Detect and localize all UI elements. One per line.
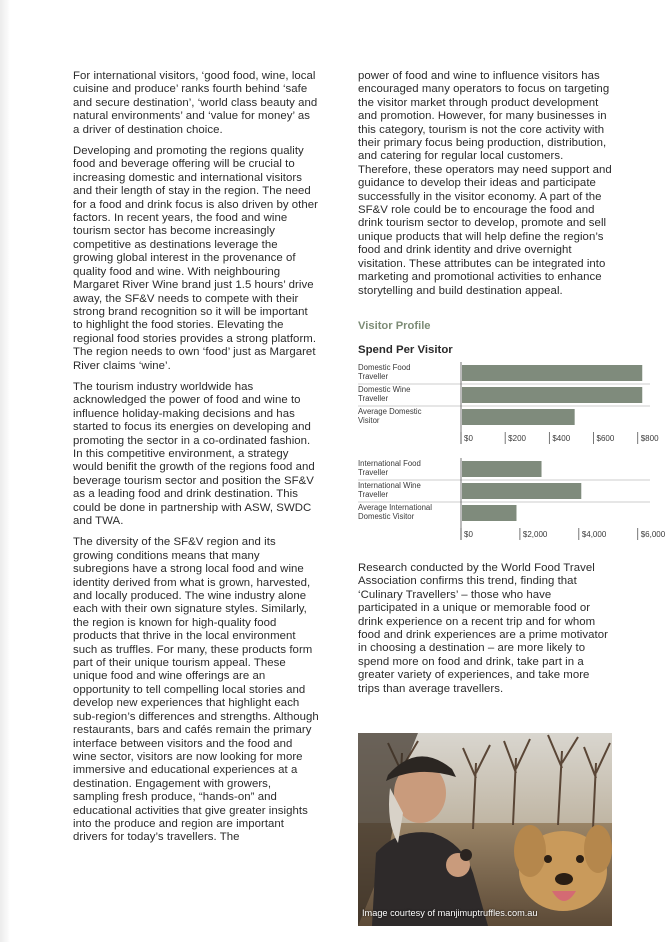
x-tick-label: $4,000 (581, 529, 607, 539)
x-tick-label: $600 (596, 433, 615, 443)
category-label: Domestic Food Traveller (358, 362, 411, 381)
x-tick-label: $2,000 (522, 529, 548, 539)
body-paragraph: power of food and wine to influence visitors has encouraged many operators to focus on targeting the visitor market through product development and promotion. However, for many businesses in this category, tourism is not the core activity with their primary focus being production, distribution, and catering for regular local customers. Therefore, these operators may need support and guidance to develop their ideas and participate successfully in the visitor economy. A part of the SF&V role could be to encourage the food and drink tourism sector to develop, promote and sell unique products that will help define the region’s food and drink identity and drive overnight visitation. These attributes can be integrated into marketing and promotional activities to enhance storytelling and build destination appeal. (358, 70, 612, 297)
photo-caption: Image courtesy of manjimuptruffles.com.au (362, 908, 538, 918)
category-label: International Food Traveller (358, 458, 421, 477)
body-paragraph: The diversity of the SF&V region and its growing conditions means that many subregions have a strong local food and wine identity derived from what is grown, harvested, and locally produced. The wine industry alone each with their own signature styles. Similarly, the region is known for high-quality food products that thrive in the local environment such as truffles. For many, these products form part of their unique tourism appeal. These unique food and wine offerings are an opportunity to tell compelling local stories and develop new experiences that highlight each sub-region’s differences and strengths. Although restaurants, bars and cafés remain the primary interface between visitors and the food and wine sector, visitors are now looking for more immersive and educational experiences at a destination. Engagement with growers, sampling fresh produce, “hands-on” and educational activities that give greater insights into the produce and region are important drivers for today’s travellers. The (73, 536, 319, 844)
x-tick-label: $200 (508, 433, 526, 443)
page-edge-shadow (0, 0, 10, 942)
x-tick-label: $6,000 (640, 529, 666, 539)
bar (462, 365, 642, 381)
body-paragraph: For international visitors, ‘good food, wine, local cuisine and produce’ ranks fourth behind ‘safe and secure destination’, ‘world class beauty and natural environments’ and ‘value for money’ as a driver of destination choice. (73, 70, 318, 136)
category-label: Average Domestic Visitor (358, 406, 422, 425)
bar (462, 483, 581, 499)
international-spend-chart-svg (358, 456, 666, 542)
bar (462, 387, 642, 403)
category-label: Domestic Wine Traveller (358, 384, 411, 403)
right-column (358, 70, 666, 704)
bar (462, 461, 542, 477)
body-paragraph: The tourism industry worldwide has acknowledged the power of food and wine to influence holiday-making decisions and has started to focus its energies on developing and promoting the sector in a co-ordinated fashion. In this competitive environment, a strategy would benifit the growth of the regions food and beverage tourism sector and position the SF&V as a leading food and drink destination. This could be done in partnership with ASW, SWDC and TWA. (73, 380, 315, 527)
x-tick-label: $800 (640, 433, 659, 443)
x-tick-label: $0 (464, 433, 473, 443)
international-spend-chart (358, 456, 666, 542)
x-tick-label: $400 (552, 433, 571, 443)
body-paragraph: Developing and promoting the regions quality food and beverage offering will be crucial to increasing domestic and international visitors and their length of stay in the region. The need for a food and drink focus is also driven by other factors. In recent years, the food and wine tourism sector has become increasingly competitive as destinations leverage the growing global interest in the provenance of quality food and wine. With neighbouring Margaret River Wine brand just 1.5 hours’ drive away, the SF&V needs to compete with their strong brand recognition so it will be important to highlight the food stories. Elevating the regional food stories provides a strong platform. The region needs to own ‘food’ just as Margaret River claims ‘wine’. (73, 145, 319, 372)
body-paragraph: Research conducted by the World Food Travel Association confirms this trend, finding that ‘Culinary Travellers’ – those who have participated in a unique or memorable food or drink experience on a recent trip and for whom food and drink experiences are a prime motivator in choosing a destination – are more likely to spend more on food and drink, take part in a greater variety of experiences, and take more trips than average travellers. (358, 561, 608, 695)
domestic-spend-chart-svg (358, 360, 659, 446)
left-column (73, 70, 319, 853)
category-label: International Wine Traveller (358, 480, 421, 499)
photo-illustration (358, 733, 612, 926)
bar (462, 409, 575, 425)
section-title: Visitor Profile (358, 319, 431, 332)
chart-title: Spend Per Visitor (358, 343, 453, 356)
bar (462, 505, 516, 521)
x-tick-label: $0 (464, 529, 473, 539)
category-label: Average International Domestic Visitor (358, 502, 432, 521)
domestic-spend-chart (358, 360, 659, 446)
truffle-hunter-photo (358, 733, 612, 926)
